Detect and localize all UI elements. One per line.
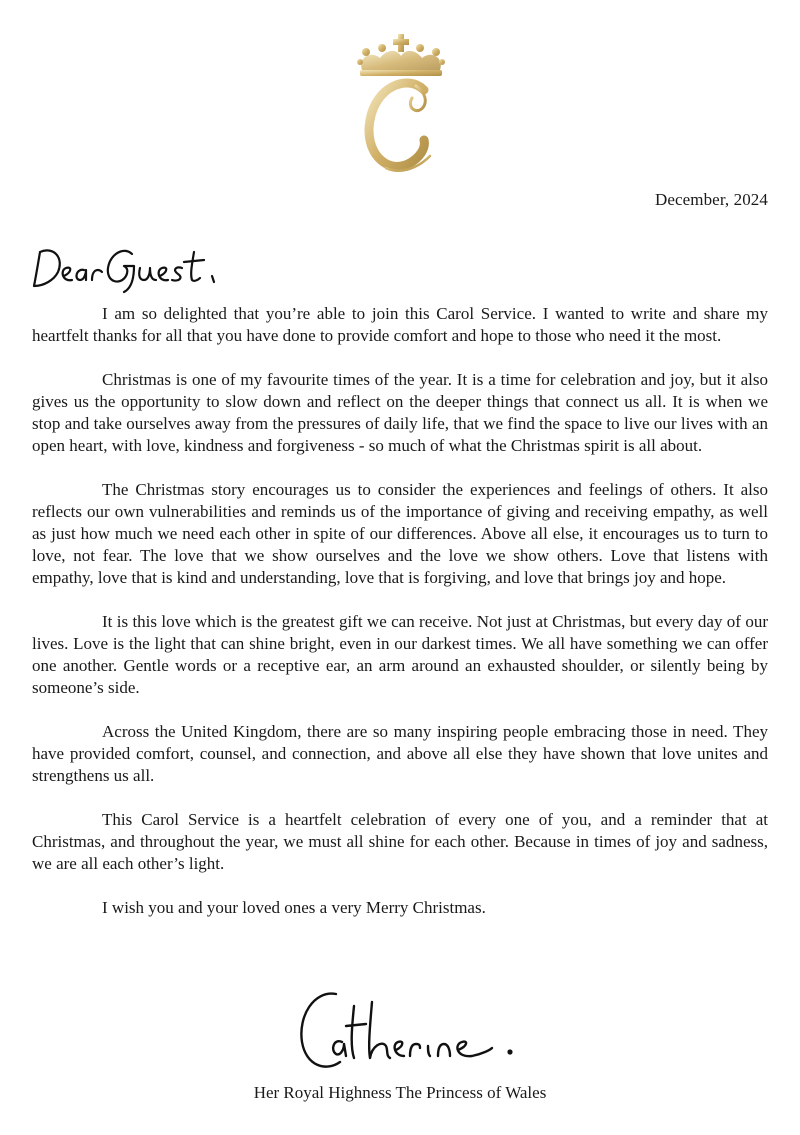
cypher-c-icon (369, 83, 430, 171)
closing-wish: I wish you and your loved ones a very Merry Christmas. (102, 898, 486, 917)
paragraph: The Christmas story encourages us to consider the experiences and feelings of others. It also reflects our own vulnerabilities and reminds us of the importance of giving and receiving empathy, as well as just how much we need each other in spite of our differences. Above all else, it encourages us to turn to love, not fear. The love that we show ourselves and the love we show others. Love that listens with empathy, love that is kind and understanding, love that is forgiving, and love that brings joy and hope. (32, 480, 768, 587)
paragraph: I am so delighted that you’re able to join this Carol Service. I wanted to write and share my heartfelt thanks for all that you have done to provide comfort and hope to those who need it the most. (32, 304, 768, 345)
signatory-title: Her Royal Highness The Princess of Wales (253, 1083, 547, 1102)
letter-date: December, 2024 (654, 190, 768, 209)
cypher-initial: C (400, 158, 402, 159)
crown-icon (357, 34, 445, 76)
handwritten-salutation (28, 236, 228, 296)
letter-body (32, 303, 768, 941)
paragraph: Across the United Kingdom, there are so many inspiring people embracing those in need. They have provided comfort, counsel, and connection, and above all else they have shown that love unites and strengthens us all. (32, 722, 768, 785)
signature-dot (507, 1049, 512, 1054)
paragraph: This Carol Service is a heartfelt celebration of every one of you, and a reminder that at Christmas, and throughout the year, we must all shine for each other. Because in times of joy and sadness, we are all each other’s light. (32, 810, 768, 873)
paragraph: Christmas is one of my favourite times of the year. It is a time for celebration and joy, but it also gives us the opportunity to slow down and reflect on the deeper things that connect us all. It is when we stop and take ourselves away from the pressures of daily life, that we find the space to live our lives with an open heart, with love, kindness and forgiveness - so much of what the Christmas spirit is all about. (32, 370, 768, 455)
paragraph: It is this love which is the greatest gift we can receive. Not just at Christmas, but every day of our lives. Love is the light that can shine bright, even in our darkest times. We all have something we can offer one another. Gentle words or a receptive ear, an arm around an exhausted shoulder, or silently being by someone’s side. (32, 612, 768, 697)
handwritten-signature (292, 986, 522, 1076)
royal-cypher (346, 28, 456, 178)
